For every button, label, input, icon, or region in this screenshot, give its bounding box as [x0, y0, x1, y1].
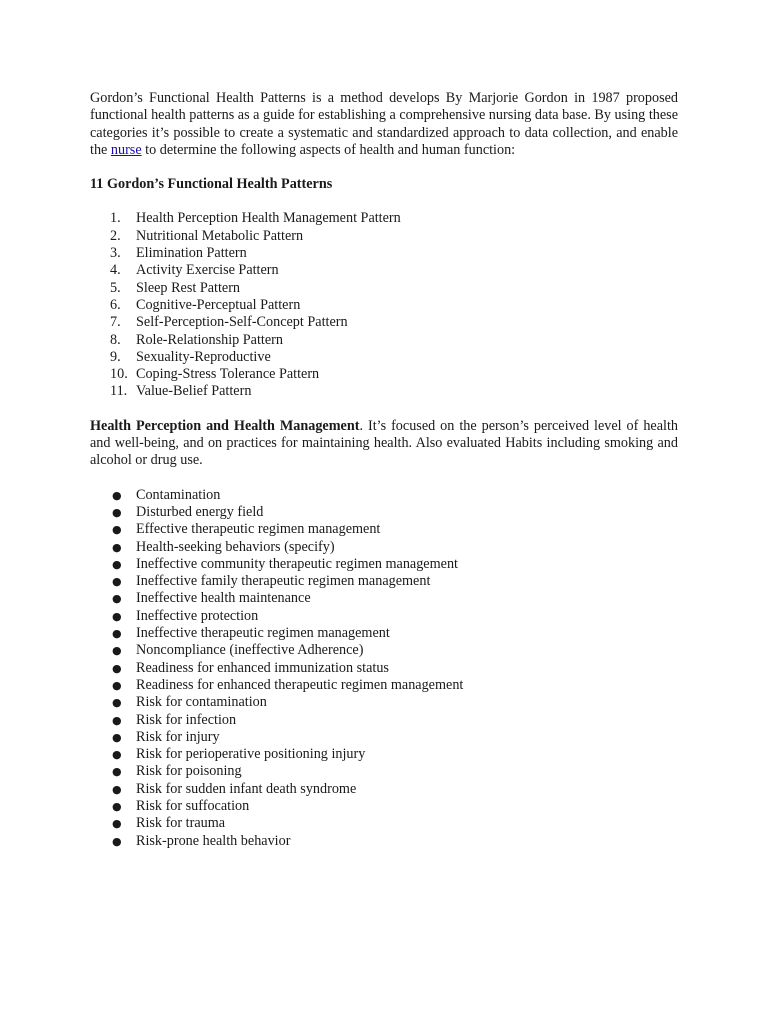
diagnosis-list-item [90, 833, 678, 850]
bullet-icon: ● [112, 592, 122, 606]
diagnosis-list-item [90, 642, 678, 659]
health-perception-paragraph [90, 418, 678, 470]
diagnosis-label: Ineffective community therapeutic regimen management [136, 555, 458, 572]
nurse-link[interactable]: nurse [110, 141, 142, 158]
diagnosis-label: Readiness for enhanced therapeutic regimen management [136, 676, 464, 693]
pattern-label: Coping-Stress Tolerance Pattern [136, 366, 320, 383]
diagnosis-list-item [90, 660, 678, 677]
diagnosis-list-item [90, 677, 678, 694]
bullet-icon: ● [112, 713, 122, 727]
bullet-icon: ● [112, 765, 122, 779]
diagnosis-label: Ineffective family therapeutic regimen management [136, 573, 431, 590]
pattern-number: 8. [110, 331, 121, 348]
pattern-number: 1. [110, 210, 121, 227]
diagnosis-label: Noncompliance (ineffective Adherence) [136, 642, 364, 659]
pattern-label: Role-Relationship Pattern [136, 331, 283, 348]
bullet-icon: ● [112, 799, 122, 813]
diagnosis-label: Risk for sudden infant death syndrome [136, 780, 357, 797]
patterns-heading: 11 Gordon’s Functional Health Patterns [90, 176, 333, 193]
diagnosis-label: Ineffective therapeutic regimen management [136, 625, 390, 642]
pattern-number: 11. [110, 383, 128, 400]
health-perception-text: . It’s focused on the person’s perceived level of health and well-being, and on practices for maintaining health. Also evaluated Habits including smoking and alcohol or drug use. [90, 417, 679, 469]
bullet-icon: ● [112, 644, 122, 658]
pattern-number: 10. [110, 366, 128, 383]
patterns-list [90, 210, 678, 400]
pattern-list-item [90, 366, 678, 383]
bullet-icon: ● [112, 488, 122, 502]
diagnosis-list-item [90, 712, 678, 729]
pattern-list-item [90, 210, 678, 227]
bullet-icon: ● [112, 627, 122, 641]
diagnosis-list-item [90, 573, 678, 590]
pattern-label: Nutritional Metabolic Pattern [136, 227, 304, 244]
diagnosis-list-item [90, 781, 678, 798]
bullet-icon: ● [112, 575, 122, 589]
diagnosis-list-item [90, 729, 678, 746]
diagnosis-label: Risk-prone health behavior [136, 832, 291, 849]
diagnosis-label: Readiness for enhanced immunization status [136, 659, 389, 676]
pattern-list-item [90, 280, 678, 297]
pattern-label: Self-Perception-Self-Concept Pattern [136, 314, 348, 331]
pattern-number: 5. [110, 279, 121, 296]
intro-text-before-link: Gordon’s Functional Health Patterns is a method develops By Marjorie Gordon in 1987 proposed functional health patterns as a guide for establishing a comprehensive nursing data base. By using these categories it’s possible to create a systematic and standardized approach to data collection, and enable the [90, 90, 678, 158]
pattern-number: 3. [110, 245, 121, 262]
diagnoses-list [90, 487, 678, 850]
intro-text-after-link: to determine the following aspects of health and human function: [141, 141, 516, 158]
bullet-icon: ● [112, 609, 122, 623]
pattern-number: 4. [110, 262, 121, 279]
pattern-list-item [90, 245, 678, 262]
diagnosis-list-item [90, 504, 678, 521]
pattern-list-item [90, 383, 678, 400]
bullet-icon: ● [112, 730, 122, 744]
diagnosis-label: Ineffective protection [136, 607, 259, 624]
diagnosis-list-item [90, 556, 678, 573]
pattern-list-item [90, 349, 678, 366]
pattern-number: 7. [110, 314, 121, 331]
diagnosis-label: Risk for suffocation [136, 797, 250, 814]
diagnosis-list-item [90, 521, 678, 538]
diagnosis-list-item [90, 608, 678, 625]
diagnosis-list-item [90, 694, 678, 711]
diagnosis-label: Risk for injury [136, 728, 220, 745]
pattern-list-item [90, 297, 678, 314]
pattern-label: Sexuality-Reproductive [136, 348, 271, 365]
diagnosis-list-item [90, 763, 678, 780]
pattern-list-item [90, 332, 678, 349]
pattern-label: Activity Exercise Pattern [136, 262, 279, 279]
bullet-icon: ● [112, 782, 122, 796]
pattern-list-item [90, 228, 678, 245]
intro-paragraph [90, 90, 678, 159]
bullet-icon: ● [112, 678, 122, 692]
diagnosis-list-item [90, 625, 678, 642]
pattern-list-item [90, 314, 678, 331]
pattern-label: Cognitive-Perceptual Pattern [136, 296, 301, 313]
bullet-icon: ● [112, 748, 122, 762]
bullet-icon: ● [112, 696, 122, 710]
pattern-number: 2. [110, 227, 121, 244]
diagnosis-list-item [90, 590, 678, 607]
pattern-label: Elimination Pattern [136, 245, 247, 262]
bullet-icon: ● [112, 817, 122, 831]
diagnosis-label: Contamination [136, 486, 221, 503]
diagnosis-label: Ineffective health maintenance [136, 590, 311, 607]
pattern-label: Value-Belief Pattern [136, 383, 252, 400]
pattern-label: Health Perception Health Management Pattern [136, 210, 401, 227]
bullet-icon: ● [112, 523, 122, 537]
diagnosis-list-item [90, 798, 678, 815]
health-perception-lead: Health Perception and Health Management [90, 417, 360, 434]
bullet-icon: ● [112, 834, 122, 848]
bullet-icon: ● [112, 557, 122, 571]
diagnosis-label: Risk for infection [136, 711, 237, 728]
diagnosis-label: Risk for contamination [136, 694, 267, 711]
bullet-icon: ● [112, 661, 122, 675]
pattern-list-item [90, 262, 678, 279]
diagnosis-list-item [90, 539, 678, 556]
diagnosis-label: Disturbed energy field [136, 503, 264, 520]
bullet-icon: ● [112, 505, 122, 519]
diagnosis-label: Risk for perioperative positioning injury [136, 746, 366, 763]
diagnosis-label: Effective therapeutic regimen management [136, 521, 381, 538]
pattern-number: 9. [110, 348, 121, 365]
diagnosis-list-item [90, 746, 678, 763]
document-page [90, 90, 678, 850]
diagnosis-list-item [90, 815, 678, 832]
pattern-number: 6. [110, 296, 121, 313]
pattern-label: Sleep Rest Pattern [136, 279, 241, 296]
bullet-icon: ● [112, 540, 122, 554]
diagnosis-label: Risk for poisoning [136, 763, 242, 780]
diagnosis-list-item [90, 487, 678, 504]
diagnosis-label: Health-seeking behaviors (specify) [136, 538, 335, 555]
diagnosis-label: Risk for trauma [136, 815, 226, 832]
